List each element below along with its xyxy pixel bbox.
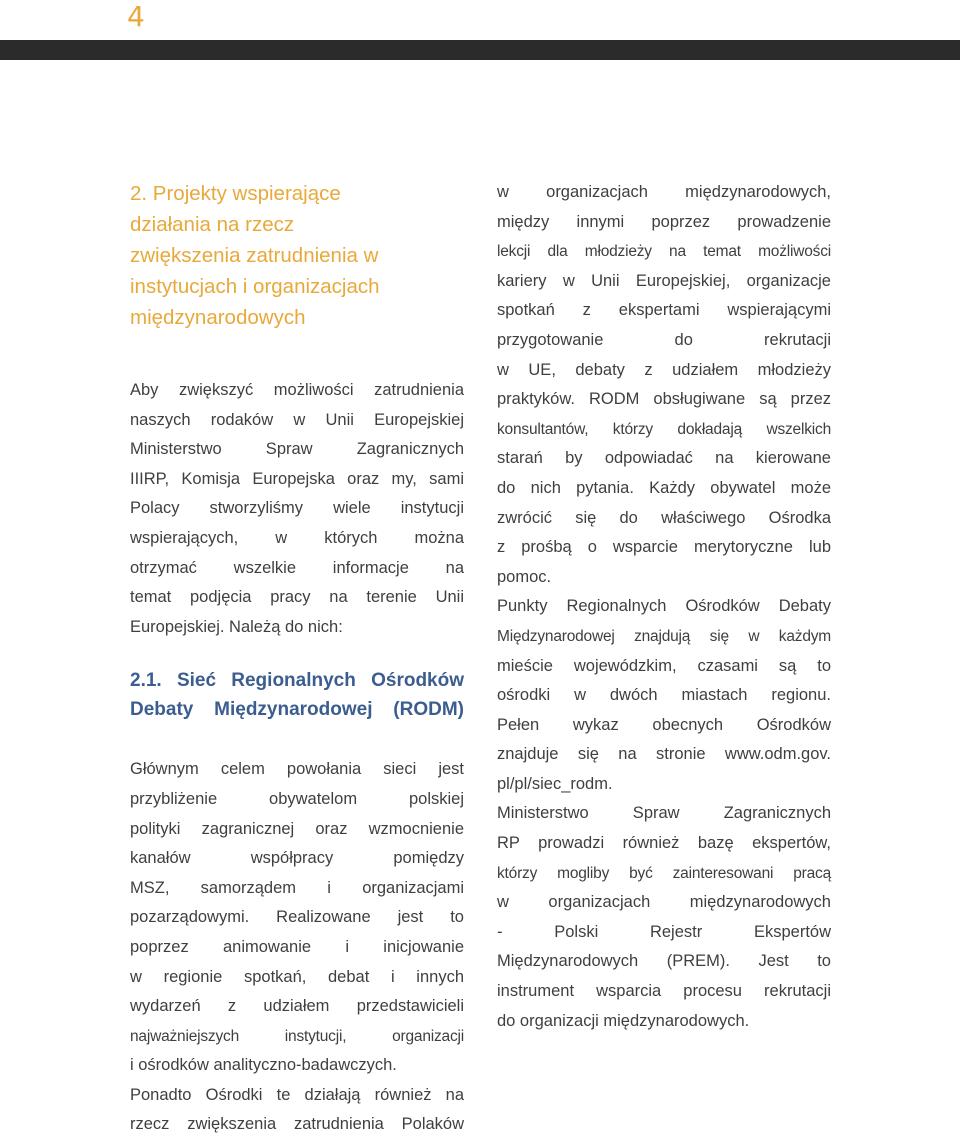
text-line: - Polski Rejestr Ekspertów: [497, 922, 831, 941]
text-line: kariery w Unii Europejskiej, organizacje: [497, 271, 831, 290]
text-line: Międzynarodowych (PREM). Jest to: [497, 952, 831, 971]
left-column: [130, 178, 464, 1140]
text-line: w organizacjach międzynarodowych,: [497, 183, 831, 201]
text-line: spotkań z ekspertami wspierającymi: [497, 301, 831, 320]
text-line: w UE, debaty z udziałem młodzieży: [497, 360, 831, 379]
text-line: kanałów współpracy pomiędzy: [130, 849, 464, 868]
text-line: zwrócić się do właściwego Ośrodka: [497, 508, 831, 527]
text-line: Aby zwiększyć możliwości zatrudnienia: [130, 381, 464, 399]
text-line: między innymi poprzez prowadzenie: [497, 212, 831, 231]
text-line: do organizacji międzynarodowych.: [497, 1011, 750, 1030]
text-line: Ministerstwo Spraw Zagranicznych: [130, 440, 464, 459]
text-line: konsultantów, którzy dokładają wszelkich: [497, 420, 831, 438]
page-number: 4: [127, 0, 145, 33]
text-line: MSZ, samorządem i organizacjami: [130, 878, 464, 897]
text-line: w regionie spotkań, debat i innych: [130, 967, 464, 986]
text-line: Punkty Regionalnych Ośrodków Debaty: [497, 597, 831, 616]
right-column: [497, 178, 831, 1036]
heading-line: międzynarodowych: [130, 306, 306, 329]
subsection-heading: [130, 666, 464, 724]
body-paragraph: [130, 755, 464, 1140]
text-line: Polacy stworzyliśmy wiele instytucji: [130, 499, 464, 518]
text-line: z prośbą o wsparcie merytoryczne lub: [497, 538, 831, 557]
text-line: pozarządowymi. Realizowane jest to: [130, 908, 464, 927]
text-line: starań by odpowiadać na kierowane: [497, 449, 831, 468]
heading-line: zwiększenia zatrudnienia w: [130, 244, 379, 267]
intro-paragraph: [130, 376, 464, 642]
text-line: wspierających, w których można: [130, 528, 464, 547]
right-paragraph: [497, 178, 831, 1036]
text-line: pomoc.: [497, 567, 552, 586]
text-line: Międzynarodowej znajdują się w każdym: [497, 627, 831, 645]
subheading-line: 2.1. Sieć Regionalnych Ośrodków: [130, 670, 464, 692]
text-line: znajduje się na stronie www.odm.gov.: [497, 745, 831, 764]
heading-line: działania na rzecz: [130, 213, 295, 236]
subheading-line: Debaty Międzynarodowej (RODM): [130, 699, 464, 721]
text-line: temat podjęcia pracy na terenie Unii: [130, 588, 464, 607]
text-line: naszych rodaków w Unii Europejskiej: [130, 410, 464, 429]
text-line: ośrodki w dwóch miastach regionu.: [497, 686, 831, 705]
text-line: Europejskiej. Należą do nich:: [130, 617, 343, 636]
text-line: instrument wsparcia procesu rekrutacji: [497, 982, 831, 1001]
text-line: IIIRP, Komisja Europejska oraz my, sami: [130, 469, 464, 488]
text-line: mieście wojewódzkim, czasami są to: [497, 656, 831, 675]
text-line: najważniejszych instytucji, organizacji: [130, 1027, 464, 1045]
heading-line: 2. Projekty wspierające: [130, 182, 341, 205]
text-line: i ośrodków analityczno-badawczych.: [130, 1056, 397, 1075]
text-line: przygotowanie do rekrutacji: [497, 330, 831, 349]
text-line: Pełen wykaz obecnych Ośrodków: [497, 715, 831, 734]
text-line: RP prowadzi również bazę ekspertów,: [497, 834, 831, 853]
text-line: przybliżenie obywatelom polskiej: [130, 789, 464, 808]
text-line: rzecz zwiększenia zatrudnienia Polaków: [130, 1115, 464, 1134]
section-heading: [130, 178, 464, 333]
text-line: pl/pl/siec_rodm.: [497, 774, 613, 793]
text-line: do nich pytania. Każdy obywatel może: [497, 478, 831, 497]
header-rule: [0, 40, 960, 60]
text-line: lekcji dla młodzieży na temat możliwości: [497, 243, 831, 261]
text-line: w organizacjach międzynarodowych: [497, 893, 831, 912]
text-line: którzy mogliby być zainteresowani pracą: [497, 864, 831, 882]
text-line: poprzez animowanie i inicjowanie: [130, 937, 464, 956]
text-line: otrzymać wszelkie informacje na: [130, 558, 464, 577]
text-line: Ponadto Ośrodki te działają również na: [130, 1085, 464, 1104]
heading-line: instytucjach i organizacjach: [130, 275, 380, 298]
text-line: Głównym celem powołania sieci jest: [130, 760, 464, 779]
text-line: wydarzeń z udziałem przedstawicieli: [130, 997, 464, 1016]
text-line: Ministerstwo Spraw Zagranicznych: [497, 804, 831, 823]
text-line: praktyków. RODM obsługiwane są przez: [497, 390, 831, 409]
text-line: polityki zagranicznej oraz wzmocnienie: [130, 819, 464, 838]
